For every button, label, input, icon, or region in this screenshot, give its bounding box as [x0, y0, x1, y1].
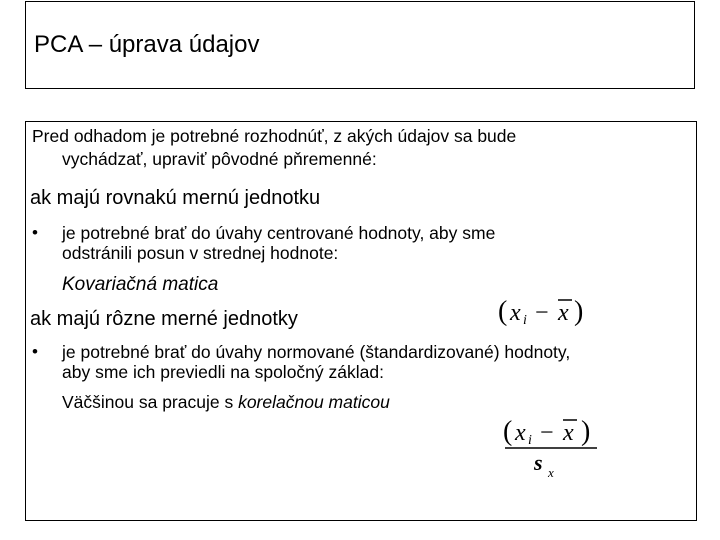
- centered-value-formula: [498, 294, 590, 330]
- bullet-1-line-1: je potrebné brať do úvahy centrované hodnoty, aby sme: [62, 223, 496, 243]
- formula2-minus: −: [540, 420, 554, 446]
- standardized-value-formula: [503, 414, 603, 484]
- bullet-1-line-2: odstránili posun v strednej hodnote:: [62, 243, 339, 263]
- correlation-note-emphasis: korelačnou maticou: [238, 392, 390, 412]
- formula2-open-paren: (: [503, 416, 513, 447]
- slide-title: PCA – úprava údajov: [34, 31, 260, 58]
- correlation-note: [62, 392, 390, 413]
- formula2-close-paren: ): [581, 416, 591, 447]
- section2-heading: ak majú rôzne merné jednotky: [30, 308, 298, 330]
- bullet-2-line-1: je potrebné brať do úvahy normované (štandardizované) hodnoty,: [62, 342, 571, 362]
- bullet-2-symbol: •: [32, 342, 38, 361]
- formula2-denominator-s: s: [534, 450, 543, 475]
- formula1-sub-i: i: [523, 313, 527, 328]
- section1-heading: ak majú rovnakú mernú jednotku: [30, 187, 321, 209]
- title-box: [25, 1, 695, 89]
- formula1-open-paren: (: [498, 296, 508, 327]
- formula1-x: x: [510, 300, 521, 326]
- formula2-denominator-sub-x: x: [548, 465, 554, 480]
- formula2-xbar: x: [563, 420, 574, 446]
- intro-line-2: vychádzať, upraviť pôvodné pňremenné:: [62, 149, 377, 169]
- covariance-note: Kovariačná matica: [62, 274, 219, 295]
- formula1-minus: −: [535, 300, 549, 326]
- correlation-note-prefix: Väčšinou sa pracuje s: [62, 392, 239, 412]
- bullet-1-symbol: •: [32, 223, 38, 242]
- intro-line-1: Pred odhadom je potrebné rozhodnúť, z akých údajov sa bude: [32, 126, 517, 146]
- bullet-2-line-2: aby sme ich previedli na spoločný základ:: [62, 362, 384, 382]
- formula1-xbar: x: [558, 300, 569, 326]
- formula2-x: x: [515, 420, 526, 446]
- formula2-sub-i: i: [528, 433, 532, 448]
- formula1-close-paren: ): [574, 296, 584, 327]
